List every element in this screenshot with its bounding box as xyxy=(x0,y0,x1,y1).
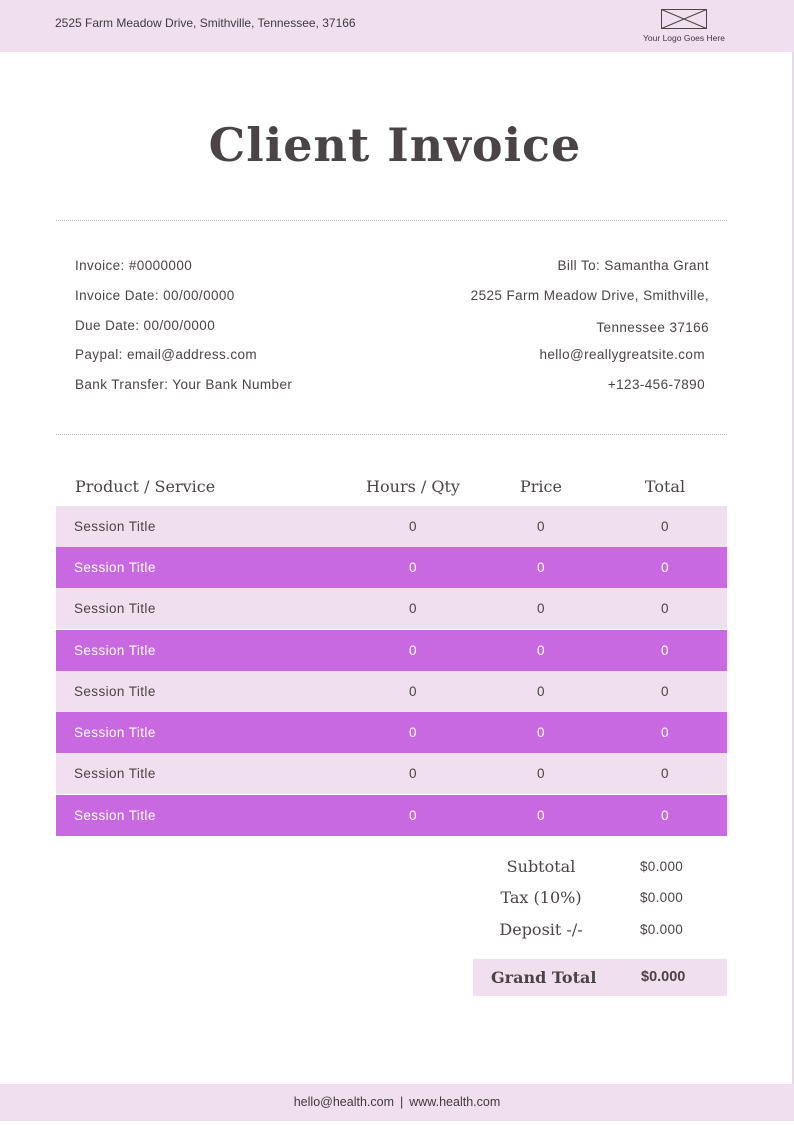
row-product: Session Title xyxy=(74,560,156,575)
row-qty: 0 xyxy=(409,601,417,616)
row-total: 0 xyxy=(661,808,669,823)
table-row xyxy=(56,588,727,629)
page-title: Client Invoice xyxy=(208,118,582,172)
row-qty: 0 xyxy=(409,643,417,658)
row-total: 0 xyxy=(661,519,669,534)
row-price: 0 xyxy=(537,560,545,575)
row-qty: 0 xyxy=(409,766,417,781)
footer-email: hello@health.com xyxy=(293,1095,394,1109)
divider-top xyxy=(56,220,727,221)
row-price: 0 xyxy=(537,519,545,534)
divider-middle xyxy=(56,434,727,435)
bill-to-phone: +123-456-7890 xyxy=(607,377,705,392)
row-total: 0 xyxy=(661,725,669,740)
row-price: 0 xyxy=(537,643,545,658)
table-row xyxy=(56,506,727,547)
row-product: Session Title xyxy=(74,643,156,658)
footer-contact xyxy=(0,1079,794,1125)
row-price: 0 xyxy=(537,808,545,823)
deposit-value: $0.000 xyxy=(640,922,684,937)
column-header-qty: Hours / Qty xyxy=(366,477,460,496)
grand-total-box xyxy=(473,959,727,996)
deposit-label: Deposit -/- xyxy=(499,920,583,939)
row-price: 0 xyxy=(537,725,545,740)
logo-caption: Your Logo Goes Here xyxy=(643,33,725,43)
row-qty: 0 xyxy=(409,725,417,740)
footer-band xyxy=(0,1084,794,1121)
tax-label: Tax (10%) xyxy=(500,888,582,907)
bank-info: Bank Transfer: Your Bank Number xyxy=(75,377,293,392)
invoice-number: Invoice: #0000000 xyxy=(75,258,193,273)
row-price: 0 xyxy=(537,684,545,699)
bill-to-name: Bill To: Samantha Grant xyxy=(557,258,709,273)
logo-placeholder-icon xyxy=(661,9,707,29)
table-row xyxy=(56,547,727,588)
due-date: Due Date: 00/00/0000 xyxy=(75,318,216,333)
row-product: Session Title xyxy=(74,684,156,699)
invoice-date: Invoice Date: 00/00/0000 xyxy=(75,288,235,303)
row-qty: 0 xyxy=(409,519,417,534)
row-price: 0 xyxy=(537,601,545,616)
row-qty: 0 xyxy=(409,684,417,699)
column-header-price: Price xyxy=(520,477,562,496)
row-total: 0 xyxy=(661,766,669,781)
row-product: Session Title xyxy=(74,725,156,740)
footer-separator: | xyxy=(399,1095,404,1109)
subtotal-label: Subtotal xyxy=(506,857,576,876)
row-total: 0 xyxy=(661,684,669,699)
paypal-info: Paypal: email@address.com xyxy=(75,347,258,362)
grand-total-value: $0.000 xyxy=(641,969,686,985)
row-total: 0 xyxy=(661,643,669,658)
row-total: 0 xyxy=(661,601,669,616)
table-row xyxy=(56,712,727,753)
grand-total-label: Grand Total xyxy=(491,968,597,987)
row-product: Session Title xyxy=(74,808,156,823)
column-header-product: Product / Service xyxy=(75,477,216,496)
footer-website: www.health.com xyxy=(409,1095,501,1109)
table-row xyxy=(56,753,727,794)
table-row xyxy=(56,630,727,671)
row-total: 0 xyxy=(661,560,669,575)
bill-to-email: hello@reallygreatsite.com xyxy=(539,347,705,362)
row-product: Session Title xyxy=(74,519,156,534)
header-address: 2525 Farm Meadow Drive, Smithville, Tennessee, 37166 xyxy=(55,16,356,30)
subtotal-value: $0.000 xyxy=(640,859,684,874)
row-price: 0 xyxy=(537,766,545,781)
row-product: Session Title xyxy=(74,766,156,781)
table-row xyxy=(56,671,727,712)
bill-to-address-line2: Tennessee 37166 xyxy=(596,320,709,335)
row-qty: 0 xyxy=(409,560,417,575)
row-qty: 0 xyxy=(409,808,417,823)
column-header-total: Total xyxy=(644,477,686,496)
table-row xyxy=(56,795,727,836)
row-product: Session Title xyxy=(74,601,156,616)
bill-to-address-line1: 2525 Farm Meadow Drive, Smithville, xyxy=(470,288,709,303)
header-band xyxy=(0,0,794,52)
tax-value: $0.000 xyxy=(640,890,684,905)
